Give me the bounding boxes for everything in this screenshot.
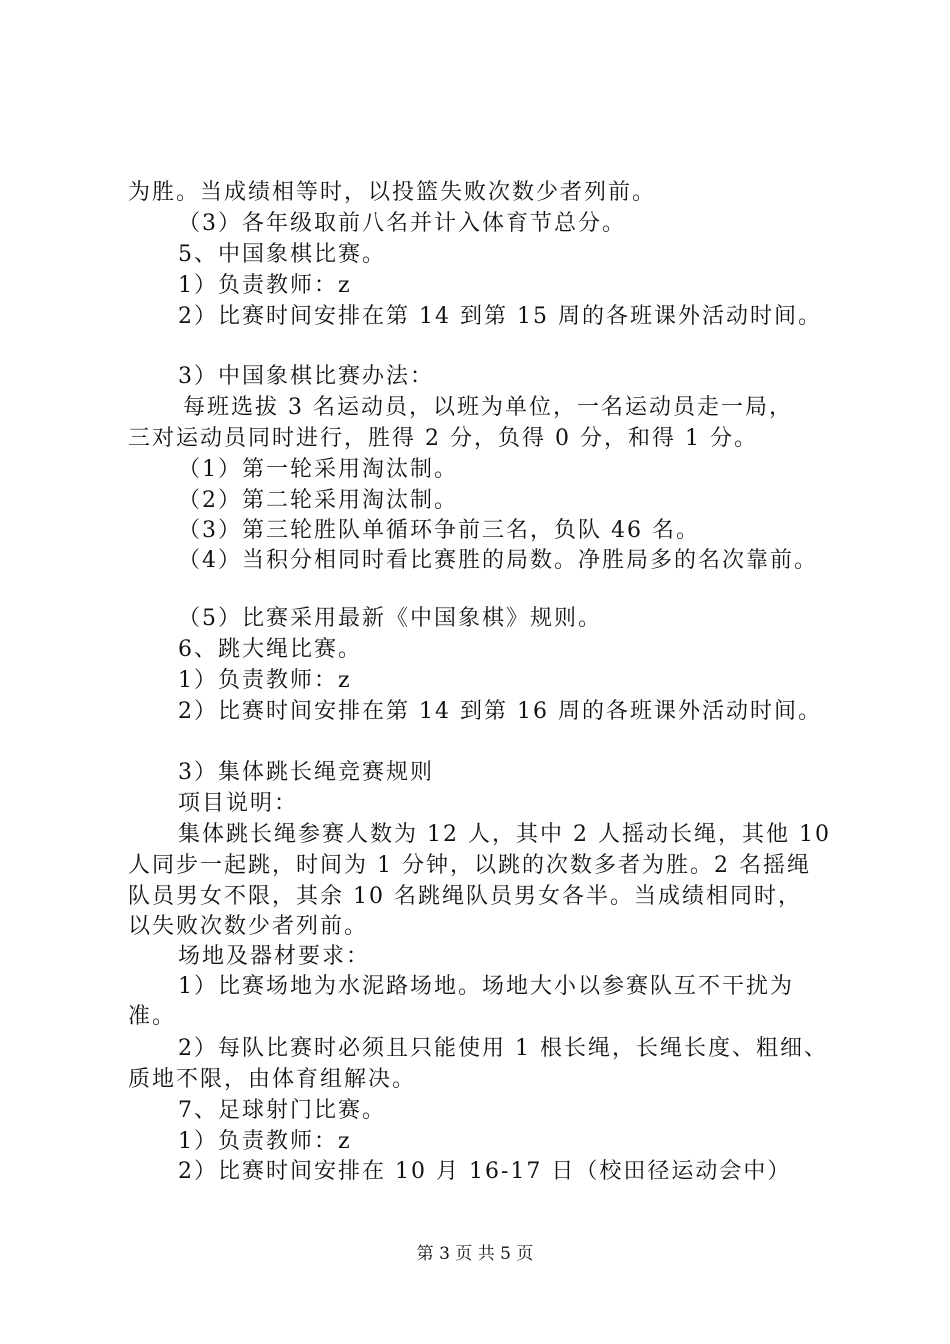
text-line: （1）第一轮采用淘汰制。 (178, 457, 458, 482)
text-line: 集体跳长绳参赛人数为 12 人，其中 2 人摇动长绳，其他 10 (178, 822, 831, 847)
text-line: 2）比赛时间安排在 10 月 16-17 日（校田径运动会中） (178, 1159, 792, 1184)
text-line: 三对运动员同时进行，胜得 2 分，负得 0 分，和得 1 分。 (128, 426, 758, 451)
text-line: （3）各年级取前八名并计入体育节总分。 (178, 211, 626, 236)
text-line: 1）负责教师：z (178, 1129, 352, 1154)
text-line: 3）集体跳长绳竞赛规则 (178, 760, 434, 785)
text-line: 1）负责教师：z (178, 273, 352, 298)
text-line: 以失败次数少者列前。 (128, 914, 369, 939)
text-line: 2）每队比赛时必须且只能使用 1 根长绳，长绳长度、粗细、 (178, 1036, 828, 1061)
text-line: 2）比赛时间安排在第 14 到第 16 周的各班课外活动时间。 (178, 699, 822, 724)
text-line: 项目说明： (178, 791, 299, 816)
text-line: 人同步一起跳，时间为 1 分钟，以跳的次数多者为胜。2 名摇绳 (128, 853, 811, 878)
text-line: 每班选拔 3 名运动员，以班为单位，一名运动员走一局， (183, 395, 793, 420)
text-line: 准。 (128, 1004, 177, 1029)
text-line: （4）当积分相同时看比赛胜的局数。净胜局多的名次靠前。 (178, 548, 818, 573)
text-line: 质地不限，由体育组解决。 (128, 1067, 417, 1092)
text-line: 2）比赛时间安排在第 14 到第 15 周的各班课外活动时间。 (178, 304, 822, 329)
text-line: 队员男女不限，其余 10 名跳绳队员男女各半。当成绩相同时， (128, 884, 802, 909)
text-line: 为胜。当成绩相等时，以投篮失败次数少者列前。 (128, 180, 657, 205)
section-heading: 6、跳大绳比赛。 (178, 637, 362, 662)
text-line: （5）比赛采用最新《中国象棋》规则。 (178, 606, 602, 631)
section-heading: 7、足球射门比赛。 (178, 1098, 386, 1123)
page-number-footer: 第 3 页 共 5 页 (416, 1244, 534, 1264)
text-line: 1）比赛场地为水泥路场地。场地大小以参赛队互不干扰为 (178, 974, 794, 999)
text-line: 场地及器材要求： (178, 944, 371, 969)
section-heading: 5、中国象棋比赛。 (178, 242, 386, 267)
text-line: （2）第二轮采用淘汰制。 (178, 488, 458, 513)
text-line: 3）中国象棋比赛办法： (178, 364, 434, 389)
text-line: 1）负责教师：z (178, 668, 352, 693)
text-line: （3）第三轮胜队单循环争前三名，负队 46 名。 (178, 518, 700, 543)
